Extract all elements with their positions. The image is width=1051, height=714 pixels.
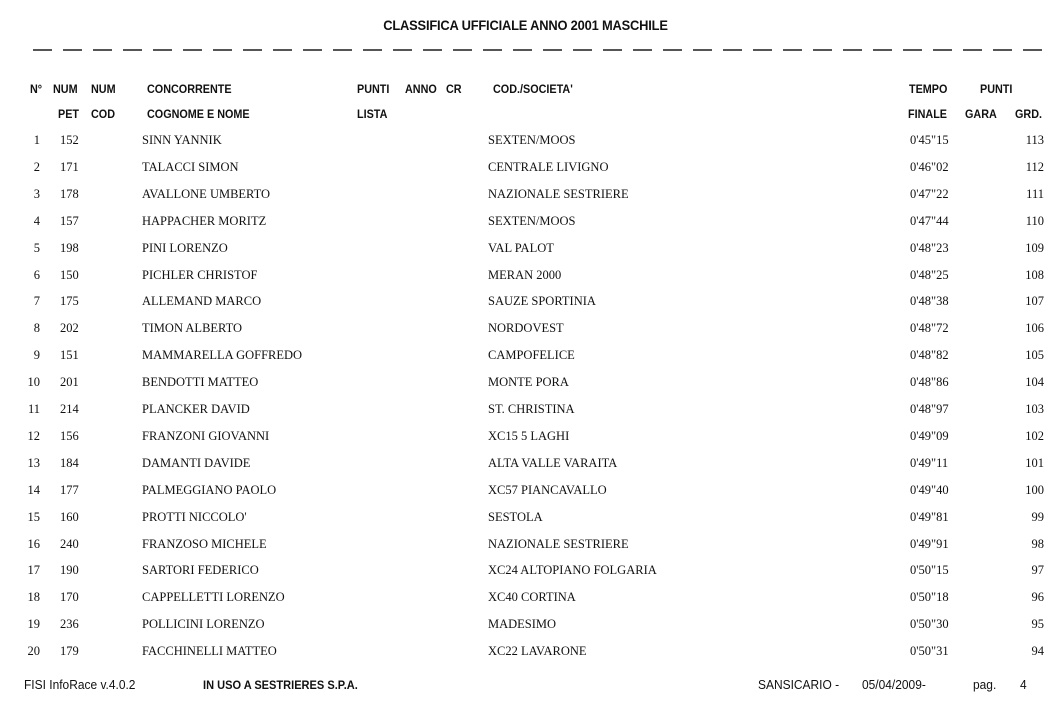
position: 8 — [33, 321, 40, 336]
club: SESTOLA — [488, 509, 543, 524]
grade-points: 97 — [1031, 563, 1044, 578]
grade-points: 96 — [1031, 590, 1044, 605]
bib-number: 236 — [60, 617, 79, 632]
competitor-name: AVALLONE UMBERTO — [142, 186, 271, 201]
competitor-name: SINN YANNIK — [142, 133, 222, 147]
table-row — [0, 563, 1051, 590]
bib-number: 178 — [60, 186, 79, 201]
final-time: 0'49"40 — [910, 482, 949, 497]
club: MERAN 2000 — [488, 267, 562, 282]
club: XC22 LAVARONE — [488, 644, 587, 659]
page-title: CLASSIFICA UFFICIALE ANNO 2001 MASCHILE — [383, 17, 668, 33]
club: VAL PALOT — [488, 240, 554, 255]
software-version: FISI InfoRace v.4.0.2 — [24, 677, 136, 692]
header-num-pet: NUM — [53, 82, 78, 96]
final-time: 0'47"44 — [910, 213, 949, 228]
header-concorrente: CONCORRENTE — [147, 82, 232, 96]
bib-number: 160 — [60, 509, 79, 524]
grade-points: 107 — [1025, 294, 1044, 309]
position: 11 — [27, 402, 40, 416]
table-row — [0, 456, 1051, 483]
position: 9 — [33, 348, 40, 363]
position: 3 — [33, 186, 40, 201]
club: SAUZE SPORTINIA — [488, 294, 596, 309]
final-time: 0'48"86 — [910, 375, 949, 390]
final-time: 0'45"15 — [910, 133, 949, 147]
position: 20 — [27, 644, 40, 659]
grade-points: 106 — [1025, 321, 1044, 336]
header-lista: LISTA — [357, 107, 388, 121]
club: ST. CHRISTINA — [488, 402, 575, 416]
final-time: 0'50"15 — [910, 563, 949, 578]
grade-points: 108 — [1025, 267, 1044, 282]
competitor-name: POLLICINI LORENZO — [142, 617, 265, 632]
bib-number: 151 — [60, 348, 79, 363]
grade-points: 112 — [1025, 159, 1044, 174]
final-time: 0'48"25 — [910, 267, 949, 282]
club: CENTRALE LIVIGNO — [488, 159, 609, 174]
club: CAMPOFELICE — [488, 348, 575, 363]
header-gara: GARA — [965, 107, 997, 121]
position: 16 — [27, 536, 40, 551]
header-finale: FINALE — [908, 107, 948, 121]
table-row — [0, 160, 1051, 187]
bib-number: 175 — [60, 294, 79, 309]
final-time: 0'50"31 — [910, 644, 949, 659]
final-time: 0'48"23 — [910, 240, 949, 255]
competitor-name: ALLEMAND MARCO — [142, 294, 262, 309]
bib-number: 150 — [60, 267, 79, 282]
final-time: 0'49"81 — [910, 509, 949, 524]
bib-number: 156 — [60, 428, 79, 443]
grade-points: 113 — [1025, 133, 1044, 147]
competitor-name: HAPPACHER MORITZ — [142, 213, 267, 228]
club: MADESIMO — [488, 617, 557, 632]
page-label: pag. — [973, 677, 997, 692]
final-time: 0'49"11 — [910, 455, 949, 470]
competitor-name: CAPPELLETTI LORENZO — [142, 590, 285, 605]
table-row — [0, 510, 1051, 537]
club: XC24 ALTOPIANO FOLGARIA — [488, 563, 657, 578]
header-cognome-nome: COGNOME E NOME — [147, 107, 250, 121]
table-row — [0, 321, 1051, 348]
final-time: 0'48"38 — [910, 294, 949, 309]
grade-points: 111 — [1026, 186, 1044, 201]
grade-points: 102 — [1025, 428, 1044, 443]
final-time: 0'50"18 — [910, 590, 949, 605]
bib-number: 214 — [60, 402, 79, 416]
table-row — [0, 590, 1051, 617]
grade-points: 104 — [1025, 375, 1044, 390]
bib-number: 198 — [60, 240, 79, 255]
competitor-name: TALACCI SIMON — [142, 159, 239, 174]
competitor-name: PINI LORENZO — [142, 240, 228, 255]
final-time: 0'47"22 — [910, 186, 949, 201]
header-punti-gara: PUNTI — [980, 82, 1013, 96]
club: XC15 5 LAGHI — [488, 428, 570, 443]
grade-points: 103 — [1025, 402, 1044, 416]
location: SANSICARIO - — [758, 677, 840, 692]
header-tempo: TEMPO — [909, 82, 948, 96]
header-num-cod: NUM — [91, 82, 116, 96]
table-row — [0, 375, 1051, 402]
position: 6 — [33, 267, 40, 282]
competitor-name: PROTTI NICCOLO' — [142, 509, 247, 524]
table-row — [0, 187, 1051, 214]
position: 1 — [33, 133, 40, 147]
bib-number: 201 — [60, 375, 79, 390]
bib-number: 179 — [60, 644, 79, 659]
header-pet: PET — [58, 107, 80, 121]
position: 2 — [33, 159, 40, 174]
competitor-name: TIMON ALBERTO — [142, 321, 243, 336]
bib-number: 184 — [60, 455, 79, 470]
grade-points: 110 — [1025, 213, 1044, 228]
final-time: 0'49"09 — [910, 428, 949, 443]
bib-number: 157 — [60, 213, 79, 228]
grade-points: 99 — [1031, 509, 1044, 524]
position: 14 — [27, 482, 40, 497]
grade-points: 98 — [1031, 536, 1044, 551]
position: 5 — [33, 240, 40, 255]
table-row — [0, 483, 1051, 510]
position: 18 — [27, 590, 40, 605]
club: SEXTEN/MOOS — [488, 133, 576, 147]
table-row — [0, 214, 1051, 241]
header-cod: COD — [91, 107, 116, 121]
position: 13 — [27, 455, 40, 470]
club: SEXTEN/MOOS — [488, 213, 576, 228]
grade-points: 100 — [1025, 482, 1044, 497]
table-row — [0, 348, 1051, 375]
header-societa: COD./SOCIETA' — [493, 82, 573, 96]
club: NAZIONALE SESTRIERE — [488, 536, 629, 551]
table-row — [0, 537, 1051, 564]
competitor-name: PICHLER CHRISTOF — [142, 267, 258, 282]
bib-number: 170 — [60, 590, 79, 605]
position: 10 — [27, 375, 40, 390]
page-number: 4 — [1020, 677, 1027, 692]
final-time: 0'48"97 — [910, 402, 949, 416]
position: 12 — [27, 428, 40, 443]
header-pos: N° — [30, 82, 43, 96]
position: 19 — [27, 617, 40, 632]
table-row — [0, 617, 1051, 644]
table-row — [0, 241, 1051, 268]
club: ALTA VALLE VARAITA — [488, 455, 618, 470]
club: NORDOVEST — [488, 321, 564, 336]
position: 4 — [33, 213, 40, 228]
table-row — [0, 133, 1051, 160]
date: 05/04/2009- — [862, 677, 926, 692]
table-row — [0, 268, 1051, 295]
table-row — [0, 294, 1051, 321]
bib-number: 202 — [60, 321, 79, 336]
table-row — [0, 429, 1051, 456]
table-row — [0, 644, 1051, 671]
grade-points: 95 — [1031, 617, 1044, 632]
table-row — [0, 402, 1051, 429]
header-grd: GRD. — [1015, 107, 1042, 121]
dashed-divider — [33, 49, 1045, 51]
final-time: 0'46"02 — [910, 159, 949, 174]
competitor-name: SARTORI FEDERICO — [142, 563, 259, 578]
club: XC57 PIANCAVALLO — [488, 482, 607, 497]
header-punti-lista: PUNTI — [357, 82, 390, 96]
club: XC40 CORTINA — [488, 590, 576, 605]
header-cr: CR — [446, 82, 462, 96]
competitor-name: MAMMARELLA GOFFREDO — [142, 348, 303, 363]
grade-points: 94 — [1031, 644, 1044, 659]
grade-points: 109 — [1025, 240, 1044, 255]
header-anno: ANNO — [405, 82, 437, 96]
competitor-name: BENDOTTI MATTEO — [142, 375, 259, 390]
position: 7 — [33, 294, 40, 309]
competitor-name: DAMANTI DAVIDE — [142, 455, 251, 470]
final-time: 0'48"82 — [910, 348, 949, 363]
position: 17 — [27, 563, 40, 578]
license-note: IN USO A SESTRIERES S.P.A. — [203, 678, 358, 692]
competitor-name: PALMEGGIANO PAOLO — [142, 482, 277, 497]
club: NAZIONALE SESTRIERE — [488, 186, 629, 201]
final-time: 0'49"91 — [910, 536, 949, 551]
competitor-name: PLANCKER DAVID — [142, 402, 250, 416]
bib-number: 240 — [60, 536, 79, 551]
final-time: 0'50"30 — [910, 617, 949, 632]
bib-number: 152 — [60, 133, 79, 147]
position: 15 — [27, 509, 40, 524]
competitor-name: FRANZONI GIOVANNI — [142, 428, 270, 443]
grade-points: 101 — [1025, 455, 1044, 470]
club: MONTE PORA — [488, 375, 569, 390]
bib-number: 190 — [60, 563, 79, 578]
final-time: 0'48"72 — [910, 321, 949, 336]
bib-number: 171 — [60, 159, 79, 174]
competitor-name: FRANZOSO MICHELE — [142, 536, 267, 551]
grade-points: 105 — [1025, 348, 1044, 363]
bib-number: 177 — [60, 482, 79, 497]
competitor-name: FACCHINELLI MATTEO — [142, 644, 277, 659]
